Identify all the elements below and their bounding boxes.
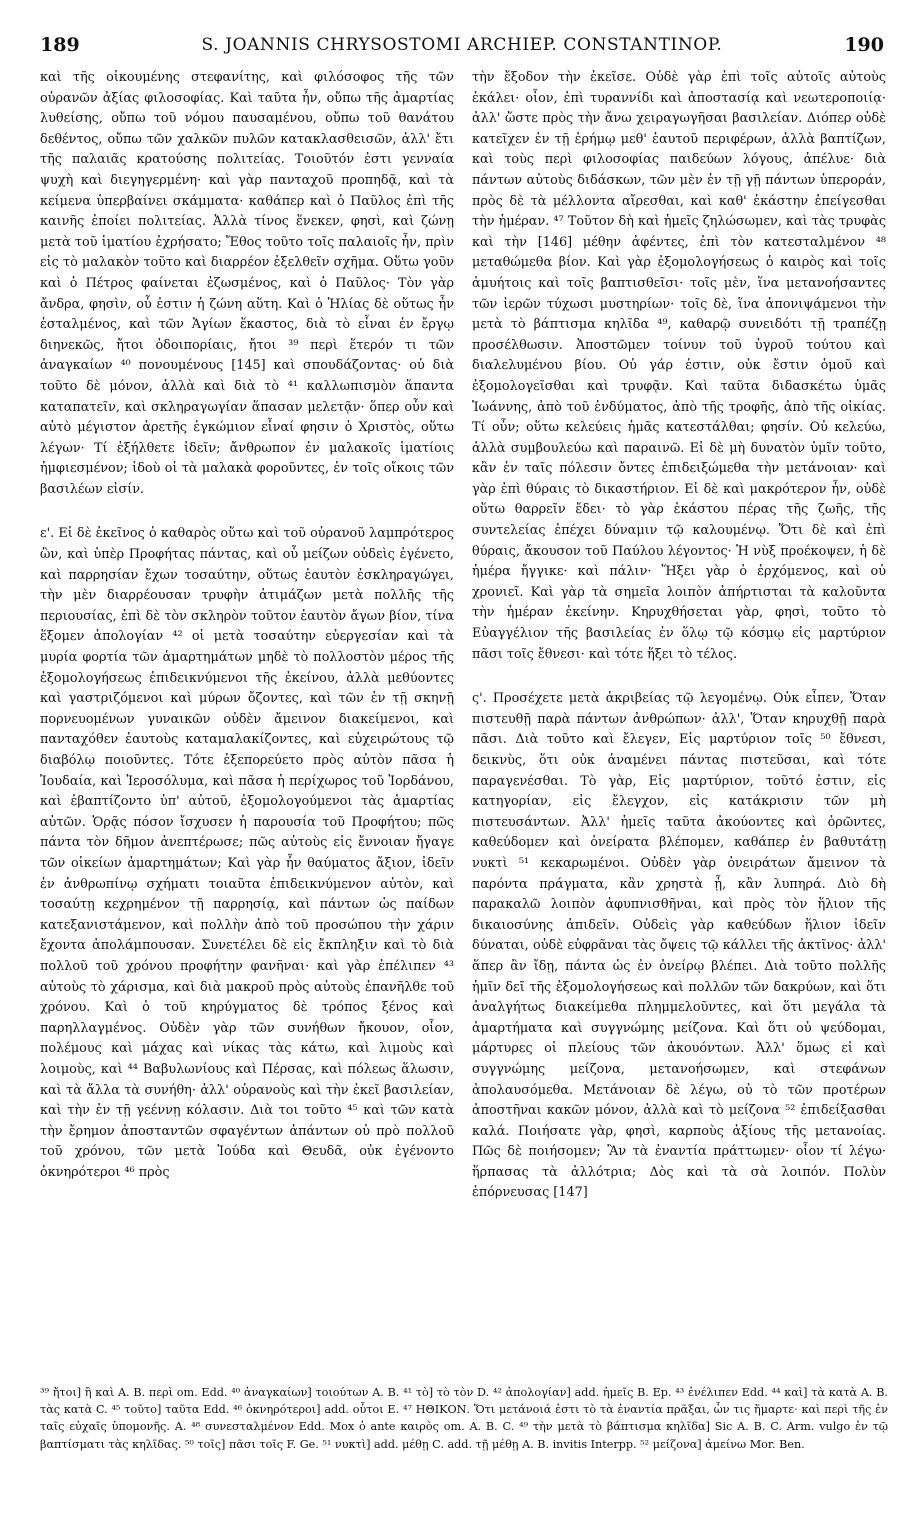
right-column	[472, 68, 886, 1204]
page-number-right: 190	[844, 34, 884, 56]
paragraph: ε'. Εἰ δὲ ἐκεῖνος ὁ καθαρὸς οὕτω καὶ τοῦ οὐρανοῦ λαμπρότερος ὢν, καὶ ὑπὲρ Προφήτας πάντας, καὶ οὗ μείζων οὐδεὶς ἐγένετο, καὶ παρρησίαν ἔχων τοσαύτην, οὕτως ἑαυτὸν ἐσκληραγώγει, τὴν μὲν διαρρέουσαν τρυφὴν ἀτιμάζων μετὰ πολλῆς τῆς περιουσίας, ἐπὶ δὲ τὸν σκληρὸν τοῦτον ἑαυτὸν ἄγων βίον, τίνα ἕξομεν ἀπολογίαν ⁴² οἱ μετὰ τοσαύτην εὐεργεσίαν καὶ τὰ μυρία φορτία τῶν ἁμαρτημάτων μηδὲ τὸ πολλοστὸν μέρος τῆς ἐξομολογήσεως ἐπιδεικνύμενοι τῆς ἐκείνου, ἀλλὰ μεθύοντες καὶ γαστριζόμενοι καὶ μύρων ὄζοντες, καὶ τῶν ἐν τῇ σκηνῇ πορνευομένων γυναικῶν οὐδὲν ἄμεινον διακείμενοι, καὶ πανταχόθεν ἑαυτοὺς καταμαλακίζοντες, καὶ εὐχειρώτους τῷ διαβόλῳ ποιοῦντες. Τότε ἐξεπορεύετο πρὸς αὐτὸν πᾶσα ἡ Ἰουδαία, καὶ Ἱεροσόλυμα, καὶ πᾶσα ἡ περίχωρος τοῦ Ἰορδάνου, καὶ ἐβαπτίζοντο ὑπ' αὐτοῦ, ἐξομολογούμενοι τὰς ἁμαρτίας αὐτῶν. Ὁρᾷς πόσον ἴσχυσεν ἡ παρουσία τοῦ Προφήτου; πῶς πάντα τὸν δῆμον ἀνεπτέρωσε; πῶς αὐτοὺς εἰς ἔννοιαν ἤγαγε τῶν οἰκείων ἁμαρτημάτων; Καὶ γὰρ ἦν θαύματος ἄξιον, ἰδεῖν ἐν ἀνθρωπίνῳ σχήματι τοιαῦτα ἐπιδεικνύμενον αὐτὸν, καὶ τοσαύτῃ κεχρημένον τῇ παρρησίᾳ, καὶ πάντων ὡς παίδων κατεξανιστάμενον, καὶ πολλὴν ἀπὸ τοῦ προσώπου τὴν χάριν ἔχοντα ἀπολάμπουσαν. Συνετέλει δὲ εἰς ἔκπληξιν καὶ τὸ διὰ πολλοῦ τοῦ χρόνου προφήτην φανῆναι· καὶ γὰρ ἐπέλιπεν ⁴³ αὐτοὺς τὸ χάρισμα, καὶ διὰ μακροῦ πρὸς αὐτοὺς ἐπανῆλθε τοῦ χρόνου. Καὶ ὁ τοῦ κηρύγματος δὲ τρόπος ξένος καὶ παρηλλαγμένος. Οὐδὲν γὰρ τῶν συνήθων ἤκουον, οἷον, πολέμους καὶ μάχας καὶ νίκας τὰς κάτω, καὶ λιμοὺς καὶ λοιμοὺς, καὶ ⁴⁴ Βαβυλωνίους καὶ Πέρσας, καὶ πόλεως ἅλωσιν, καὶ τὰ ἄλλα τὰ συνήθη· ἀλλ' οὐρανοὺς καὶ τὴν ἐκεῖ βασιλείαν, καὶ τὴν ἐν τῇ γεέννῃ κόλασιν. Διὰ τοι τοῦτο ⁴⁵ καὶ τῶν κατὰ τὴν ἔρημον ἀποσταντῶν σφαγέντων ἀπάντων οὐ πρὸ πολλοῦ τοῦ χρόνου, τῶν μετὰ Ἰούδα καὶ Θευδᾶ, οὐκ ἐγένοντο ὀκνηρότεροι ⁴⁶ πρὸς	[40, 526, 454, 1180]
page-header	[40, 34, 884, 60]
left-column	[40, 68, 454, 1183]
paragraph: καὶ τῆς οἰκουμένης στεφανίτης, καὶ φιλόσοφος τῆς τῶν οὐρανῶν ἀξίας φιλοσοφίας. Καὶ ταῦτα ἦν, οὔπω τῆς ἁμαρτίας λυθείσης, οὔπω τοῦ νόμου παυσαμένου, οὔπω τοῦ θανάτου δεθέντος, οὔπω τῶν χαλκῶν πυλῶν κατακλασθεισῶν, ἀλλ' ἔτι τῆς παλαιᾶς κρατούσης πολιτείας. Τοιοῦτόν ἐστι γενναία ψυχὴ καὶ διεγηγερμένη· καὶ γὰρ πανταχοῦ προπηδᾷ, καὶ τὰ κείμενα ὑπερβαίνει σκάμματα· καθάπερ καὶ ὁ Παῦλος ἐπὶ τῆς καινῆς ἐποίει πολιτείας. Ἀλλὰ τίνος ἕνεκεν, φησὶ, καὶ ζώνῃ μετὰ τοῦ ἱματίου ἐχρήσατο; Ἔθος τοῦτο τοῖς παλαιοῖς ἦν, πρὶν εἰς τὸ μαλακὸν τοῦτο καὶ διαρρέον ἐξελθεῖν σχῆμα. Οὕτω γοῦν καὶ ὁ Πέτρος φαίνεται ἐζωσμένος, καὶ ὁ Παῦλος· Τὸν γὰρ ἄνδρα, φησὶν, οὗ ἐστιν ἡ ζώνη αὕτη. Καὶ ὁ Ἠλίας δὲ οὕτως ἦν ἐσταλμένος, καὶ τῶν Ἁγίων ἕκαστος, διὰ τὸ εἶναι ἐν ἔργῳ διηνεκῶς, ἤτοι ὁδοιπορίαις, ἤτοι ³⁹ περὶ ἕτερόν τι τῶν ἀναγκαίων ⁴⁰ πονουμένους [145] καὶ σπουδάζοντας· οὐ διὰ τοῦτο δὲ μόνον, ἀλλὰ καὶ διὰ τὸ ⁴¹ καλλωπισμὸν ἅπαντα καταπατεῖν, καὶ σκληραγωγίαν ἅπασαν μελετᾷν· ὅπερ οὖν καὶ αὐτὸ μέγιστον ἀρετῆς ἐγκώμιον εἶναί φησιν ὁ Χριστὸς, οὕτω λέγων· Τί ἐξήλθετε ἰδεῖν; ἄνθρωπον ἐν μαλακοῖς ἱματίοις ἠμφιεσμένον; ἰδοὺ οἱ τὰ μαλακὰ φοροῦντες, ἐν τοῖς οἴκοις τῶν βασιλέων εἰσίν.	[40, 70, 454, 497]
running-title: S. JOANNIS CHRYSOSTOMI ARCHIEP. CONSTANTINOP.	[201, 35, 723, 55]
page-number-left: 189	[40, 34, 80, 56]
paragraph: ς'. Προσέχετε μετὰ ἀκριβείας τῷ λεγομένῳ. Οὐκ εἶπεν, Ὅταν πιστευθῇ παρὰ πάντων ἀνθρώπων· ἀλλ', Ὅταν κηρυχθῇ παρὰ πᾶσι. Διὰ τοῦτο καὶ ἔλεγεν, Εἰς μαρτύριον τοῖς ⁵⁰ ἔθνεσι, δεικνὺς, ὅτι οὐκ ἀναμένει πάντας πιστεῦσαι, καὶ τότε παραγενέσθαι. Τὸ γὰρ, Εἰς μαρτύριον, τοῦτό ἐστιν, εἰς κατηγορίαν, εἰς ἔλεγχον, εἰς κατάκρισιν τῶν μὴ πιστευσάντων. Ἀλλ' ἡμεῖς ταῦτα ἀκούοντες καὶ ὁρῶντες, καθεύδομεν καὶ ὀνείρατα βλέπομεν, καθάπερ ἐν βαθυτάτῃ νυκτὶ ⁵¹ κεκαρωμένοι. Οὐδὲν γὰρ ὀνειράτων ἄμεινον τὰ παρόντα πράγματα, κἂν χρηστὰ ᾖ, κἂν λυπηρά. Διὸ δὴ παρακαλῶ λοιπὸν ἀφυπνισθῆναι, καὶ πρὸς τὸν ἥλιον τῆς δικαιοσύνης ἀπιδεῖν. Οὐδεὶς γὰρ καθεύδων ἥλιον ἰδεῖν δύναται, οὐδὲ εὐφρᾶναι τὰς ὄψεις τῷ κάλλει τῆς ἀκτῖνος· ἀλλ' ἅπερ ἂν ἴδῃ, πάντα ὡς ἐν ὀνείρῳ βλέπει. Διὰ τοῦτο πολλῆς ἡμῖν δεῖ τῆς ἐξομολογήσεως καὶ πολλῶν τῶν δακρύων, καὶ ὅτι ἀναλγήτως διακείμεθα πλημμελοῦντες, καὶ ὅτι μεγάλα τὰ ἁμαρτήματα καὶ συγγνώμης μείζονα. Καὶ ὅτι οὐ ψεύδομαι, μάρτυρες οἱ πλείους τῶν ἀκουόντων. Ἀλλ' ὅμως εἰ καὶ συγγνώμης μείζονα, μετανοήσωμεν, καὶ στεφάνων ἀπολαυσόμεθα. Μετάνοιαν δὲ λέγω, οὐ τὸ τῶν προτέρων ἀποστῆναι κακῶν μόνον, ἀλλὰ καὶ τὸ μείζονα ⁵² ἐπιδείξασθαι καλά. Ποιήσατε γὰρ, φησὶ, καρποὺς ἀξίους τῆς μετανοίας. Πῶς δὲ ποιήσομεν; Ἂν τὰ ἐναντία πράττωμεν· οἷον τί λέγω· ἥρπασας τὰ ἀλλότρια; Δὸς καὶ τὰ σὰ λοιπόν. Πολὺν ἐπόρνευσας [147]	[472, 691, 886, 1201]
footnotes: ³⁹ ἤτοι] ἢ καὶ A. B. περὶ om. Edd. ⁴⁰ ἀναγκαίων] τοιούτων A. B. ⁴¹ τὸ] τὸ τὸν D. ⁴² ἀπολογίαν] add. ἡμεῖς B. Ep. ⁴³ ἐνέλιπεν Edd. ⁴⁴ καὶ] τὰ κατὰ A. B. τὰς κατὰ C. ⁴⁵ τοῦτο] ταῦτα Edd. ⁴⁶ ὀκνηρότεροι] add. οὗτοι E. ⁴⁷ ΗΘΙΚΟΝ. Ὅτι μετάνοιά ἐστι τὸ τὰ ἐναντία πρᾶξαι, ὧν τις ἥμαρτε· καὶ περὶ τῆς ἐν ταῖς εὐχαῖς ὑπομονῆς. A. ⁴⁸ συνεσταλμένον Edd. Mox ὁ ante καιρὸς om. A. B. C. ⁴⁹ τὴν μετὰ τὸ βάπτισμα κηλῖδα] Sic A. B. C. Arm. vulgo ἐν τῷ βαπτίσματι τὰς κηλῖδας. ⁵⁰ τοῖς] πᾶσι τοῖς F. Ge. ⁵¹ νυκτὶ] add. μέθῃ C. add. τῇ μέθῃ A. B. invitis Interpp. ⁵² μείζονα] ἀμείνω Mor. Ben.	[40, 1386, 888, 1451]
paragraph: τὴν ἔξοδον τὴν ἐκεῖσε. Οὐδὲ γὰρ ἐπὶ τοῖς αὐτοῖς αὐτοὺς ἐκάλει· οἷον, ἐπὶ τυραννίδι καὶ ἀποστασίᾳ καὶ νεωτεροποιίᾳ· ἀλλ' ὥστε πρὸς τὴν ἄνω χειραγωγῆσαι βασιλείαν. Διόπερ οὐδὲ κατεῖχεν ἐν τῇ ἐρήμῳ μεθ' ἑαυτοῦ περιφέρων, ἀλλὰ βαπτίζων, καὶ τοὺς περὶ φιλοσοφίας παιδεύων λόγους, ἀπέλυε· διὰ πάντων αὐτοὺς διδάσκων, τῶν μὲν ἐν τῇ γῇ πάντων ὑπεροράν, πρὸς δὲ τὰ μέλλοντα αἴρεσθαι, καὶ καθ' ἑκάστην ἐπείγεσθαι τὴν ἡμέραν. ⁴⁷ Τοῦτον δὴ καὶ ἡμεῖς ζηλώσωμεν, καὶ τὰς τρυφὰς καὶ τὴν [146] μέθην ἀφέντες, ἐπὶ τὸν κατεσταλμένον ⁴⁸ μεταθώμεθα βίον. Καὶ γὰρ ἐξομολογήσεως ὁ καιρὸς καὶ τοῖς ἀμυήτοις καὶ τοῖς βαπτισθεῖσι· τοῖς μὲν, ἵνα μετανοήσαντες τῶν ἱερῶν τύχωσι μυστηρίων· τοῖς δὲ, ἵνα ἀπονιψάμενοι τὴν μετὰ τὸ βάπτισμα κηλῖδα ⁴⁹, καθαρῷ συνειδότι τῇ τραπέζῃ προσέλθωσιν. Ἀποστῶμεν τοίνυν τοῦ ὑγροῦ τούτου καὶ διαλελυμένου βίου. Οὐ γάρ ἐστιν, οὐκ ἔστιν ὁμοῦ καὶ ἐξομολογεῖσθαι καὶ τρυφᾷν. Καὶ ταῦτα διδασκέτω ὑμᾶς Ἰωάννης, ἀπὸ τοῦ ἐνδύματος, ἀπὸ τῆς τροφῆς, ἀπὸ τῆς οἰκίας. Τί οὖν; οὕτω κελεύεις ἡμᾶς κατεστάλθαι; φησίν. Οὐ κελεύω, ἀλλὰ συμβουλεύω καὶ παραινῶ. Εἰ δὲ μὴ δυνατὸν ὑμῖν τοῦτο, κἂν ἐν ταῖς πόλεσιν ὄντες ἐπιδειξώμεθα τὴν μετάνοιαν· καὶ γὰρ ἐπὶ θύραις τὸ δικαστήριον. Εἰ δὲ καὶ μακρότερον ἦν, οὐδὲ οὕτω θαρρεῖν ἔδει· τὸ γὰρ ἑκάστου πέρας τῆς ζωῆς, τῆς συντελείας ἐπέχει δύναμιν τῷ καλουμένῳ. Ὅτι δὲ καὶ ἐπὶ θύραις, ἄκουσον τοῦ Παύλου λέγοντος· Ἡ νὺξ προέκοψεν, ἡ δὲ ἡμέρα ἤγγικε· καὶ πάλιν· Ἥξει γὰρ ὁ ἐρχόμενος, καὶ οὐ χρονιεῖ. Καὶ γὰρ τὰ σημεῖα λοιπὸν ἀπήρτισται τὰ καλοῦντα τὴν ἡμέραν ἐκείνην. Κηρυχθήσεται γὰρ, φησὶ, τοῦτο τὸ Εὐαγγέλιον τῆς βασιλείας ἐν ὅλῳ τῷ κόσμῳ εἰς μαρτύριον πᾶσι τοῖς ἔθνεσι· καὶ τότε ἥξει τὸ τέλος.	[472, 70, 886, 662]
